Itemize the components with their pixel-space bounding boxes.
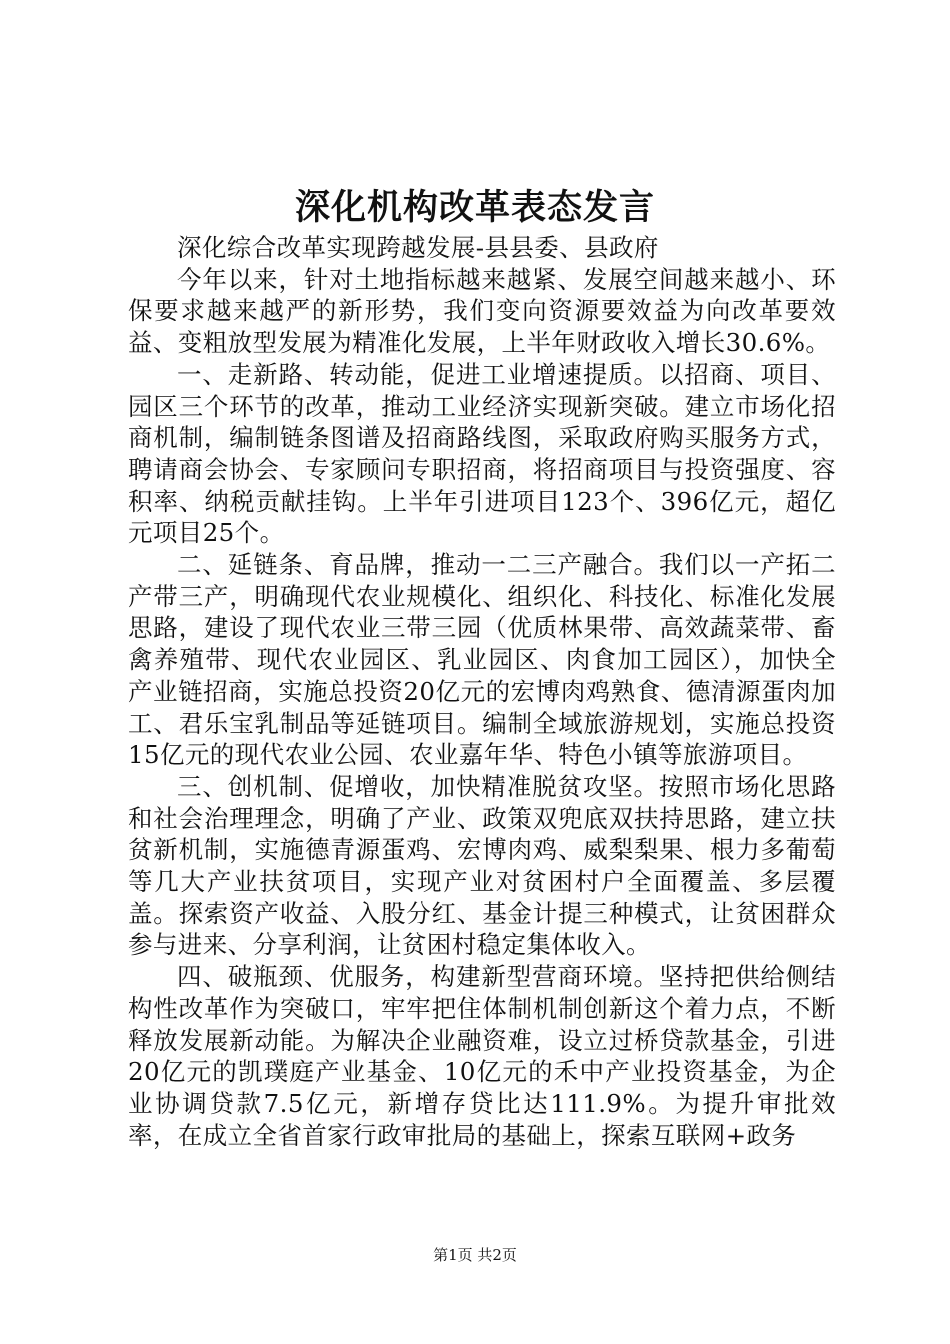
- paragraph-section-1: 一、走新路、转动能，促进工业增速提质。以招商、项目、园区三个环节的改革，推动工业经济实现新突破。建立市场化招商机制，编制链条图谱及招商路线图，采取政府购买服务方式，聘请商会协会、专家顾问专职招商，将招商项目与投资强度、容积率、纳税贡献挂钩。上半年引进项目123个、396亿元，超亿元项目25个。: [128, 359, 836, 548]
- page-footer: 第1页 共2页: [433, 1246, 517, 1264]
- document-title: 深化机构改革表态发言: [294, 187, 655, 228]
- paragraph-subtitle: 深化综合改革实现跨越发展-县县委、县政府: [177, 233, 659, 262]
- paragraph-section-4: 四、破瓶颈、优服务，构建新型营商环境。坚持把供给侧结构性改革作为突破口，牢牢把住体制机制创新这个着力点，不断释放发展新动能。为解决企业融资难，设立过桥贷款基金，引进20亿元的凯璞庭产业基金、10亿元的禾中产业投资基金，为企业协调贷款7.5亿元，新增存贷比达111.9%。为提升审批效率，在成立全省首家行政审批局的基础上，探索互联网+政务: [128, 962, 836, 1150]
- paragraph-intro: 今年以来，针对土地指标越来越紧、发展空间越来越小、环保要求越来越严的新形势，我们变向资源要效益为向改革要效益、变粗放型发展为精准化发展，上半年财政收入增长30.6%。: [128, 264, 836, 358]
- document-body: [128, 232, 836, 1151]
- paragraph-section-3: 三、创机制、促增收，加快精准脱贫攻坚。按照市场化思路和社会治理理念，明确了产业、政策双兜底双扶持思路，建立扶贫新机制，实施德青源蛋鸡、宏博肉鸡、威梨梨果、根力多葡萄等几大产业扶贫项目，实现产业对贫困村户全面覆盖、多层覆盖。探索资产收益、入股分红、基金计提三种模式，让贫困群众参与进来、分享利润，让贫困村稳定集体收入。: [128, 771, 836, 960]
- paragraph-section-2: 二、延链条、育品牌，推动一二三产融合。我们以一产拓二产带三产，明确现代农业规模化、组织化、科技化、标准化发展思路，建设了现代农业三带三园（优质林果带、高效蔬菜带、畜禽养殖带、现代农业园区、乳业园区、肉食加工园区），加快全产业链招商，实施总投资20亿元的宏博肉鸡熟食、德清源蛋肉加工、君乐宝乳制品等延链项目。编制全域旅游规划，实施总投资15亿元的现代农业公园、农业嘉年华、特色小镇等旅游项目。: [128, 550, 836, 770]
